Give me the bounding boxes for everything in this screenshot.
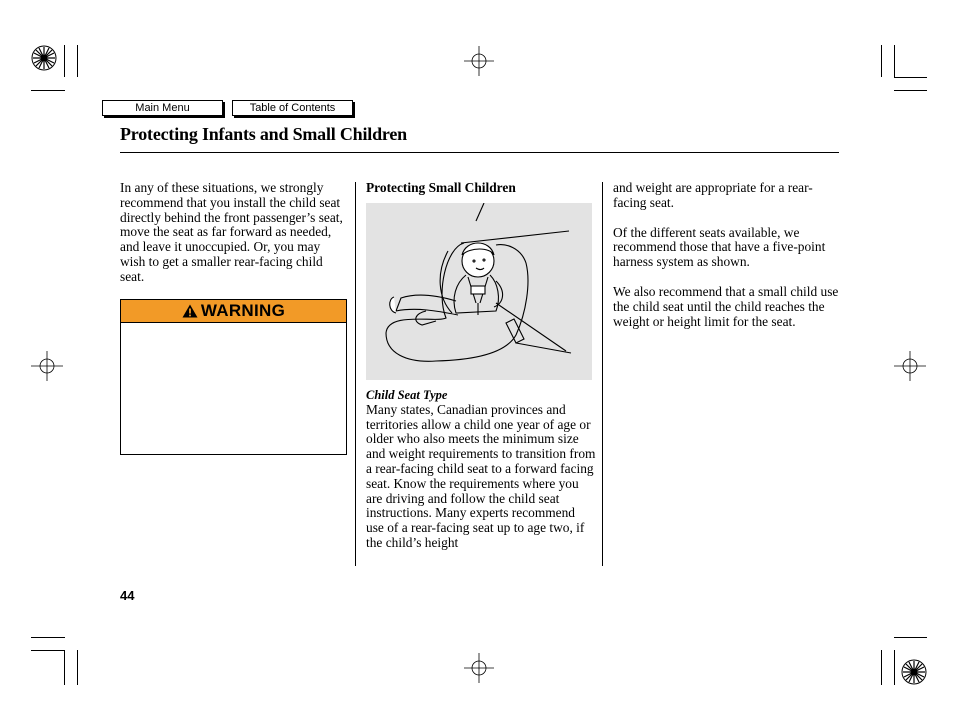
registration-target-icon (464, 46, 494, 76)
table-of-contents-button[interactable]: Table of Contents (232, 100, 353, 116)
registration-starburst-icon (901, 659, 927, 685)
crop-mark-icon (894, 650, 895, 685)
title-rule (120, 152, 839, 153)
body-text: Of the different seats available, we recommend those that have a five-point harness system as shown. (613, 224, 826, 270)
warning-box (120, 299, 347, 455)
body-text: Many states, Canadian provinces and territories allow a child one year of age or older who also meets the minimum size and weight requirements to transition from a rear-facing child seat to a forward facing seat. Know the requirements where you are driving and follow the child seat instructions. Many experts recommend use of a rear-facing seat up to age two, if the child’s height (366, 401, 596, 550)
crop-mark-icon (894, 90, 927, 91)
crop-mark-icon (894, 77, 927, 78)
crop-mark-icon (894, 45, 895, 77)
registration-starburst-icon (31, 45, 57, 71)
crop-mark-icon (77, 45, 78, 77)
registration-target-icon (464, 653, 494, 683)
crop-mark-icon (31, 90, 65, 91)
crop-mark-icon (31, 650, 65, 651)
warning-triangle-icon (182, 304, 198, 318)
crop-mark-icon (31, 637, 65, 638)
crop-mark-icon (64, 45, 65, 77)
child-seat-illustration (366, 203, 592, 380)
column-divider (602, 182, 603, 566)
crop-mark-icon (881, 650, 882, 685)
column-1 (120, 181, 348, 300)
body-text: We also recommend that a small child use the child seat until the child reaches the weight or height limit for the seat. (613, 283, 839, 329)
body-text: and weight are appropriate for a rear-facing seat. (613, 180, 813, 210)
column-divider (355, 182, 356, 566)
body-text: In any of these situations, we strongly recommend that you install the child seat directly behind the front passenger’s seat, move the seat as far forward as needed, and leave it unoccupied. Or, you may wish to get a smaller rear-facing child seat. (120, 180, 343, 284)
registration-target-icon (894, 351, 926, 381)
crop-mark-icon (77, 650, 78, 685)
figure-caption: Child Seat Type (366, 388, 448, 402)
page-title: Protecting Infants and Small Children (120, 124, 407, 144)
warning-header (121, 300, 346, 323)
registration-target-icon (31, 351, 63, 381)
warning-label: WARNING (200, 301, 286, 320)
column-2-body (366, 388, 596, 551)
main-menu-button[interactable]: Main Menu (102, 100, 223, 116)
crop-mark-icon (64, 650, 65, 685)
column-3 (613, 181, 841, 344)
column-2 (366, 181, 596, 196)
page-number: 44 (120, 588, 135, 603)
crop-mark-icon (881, 45, 882, 77)
section-heading: Protecting Small Children (366, 180, 516, 195)
crop-mark-icon (894, 637, 927, 638)
child-in-seat-drawing (366, 203, 592, 380)
